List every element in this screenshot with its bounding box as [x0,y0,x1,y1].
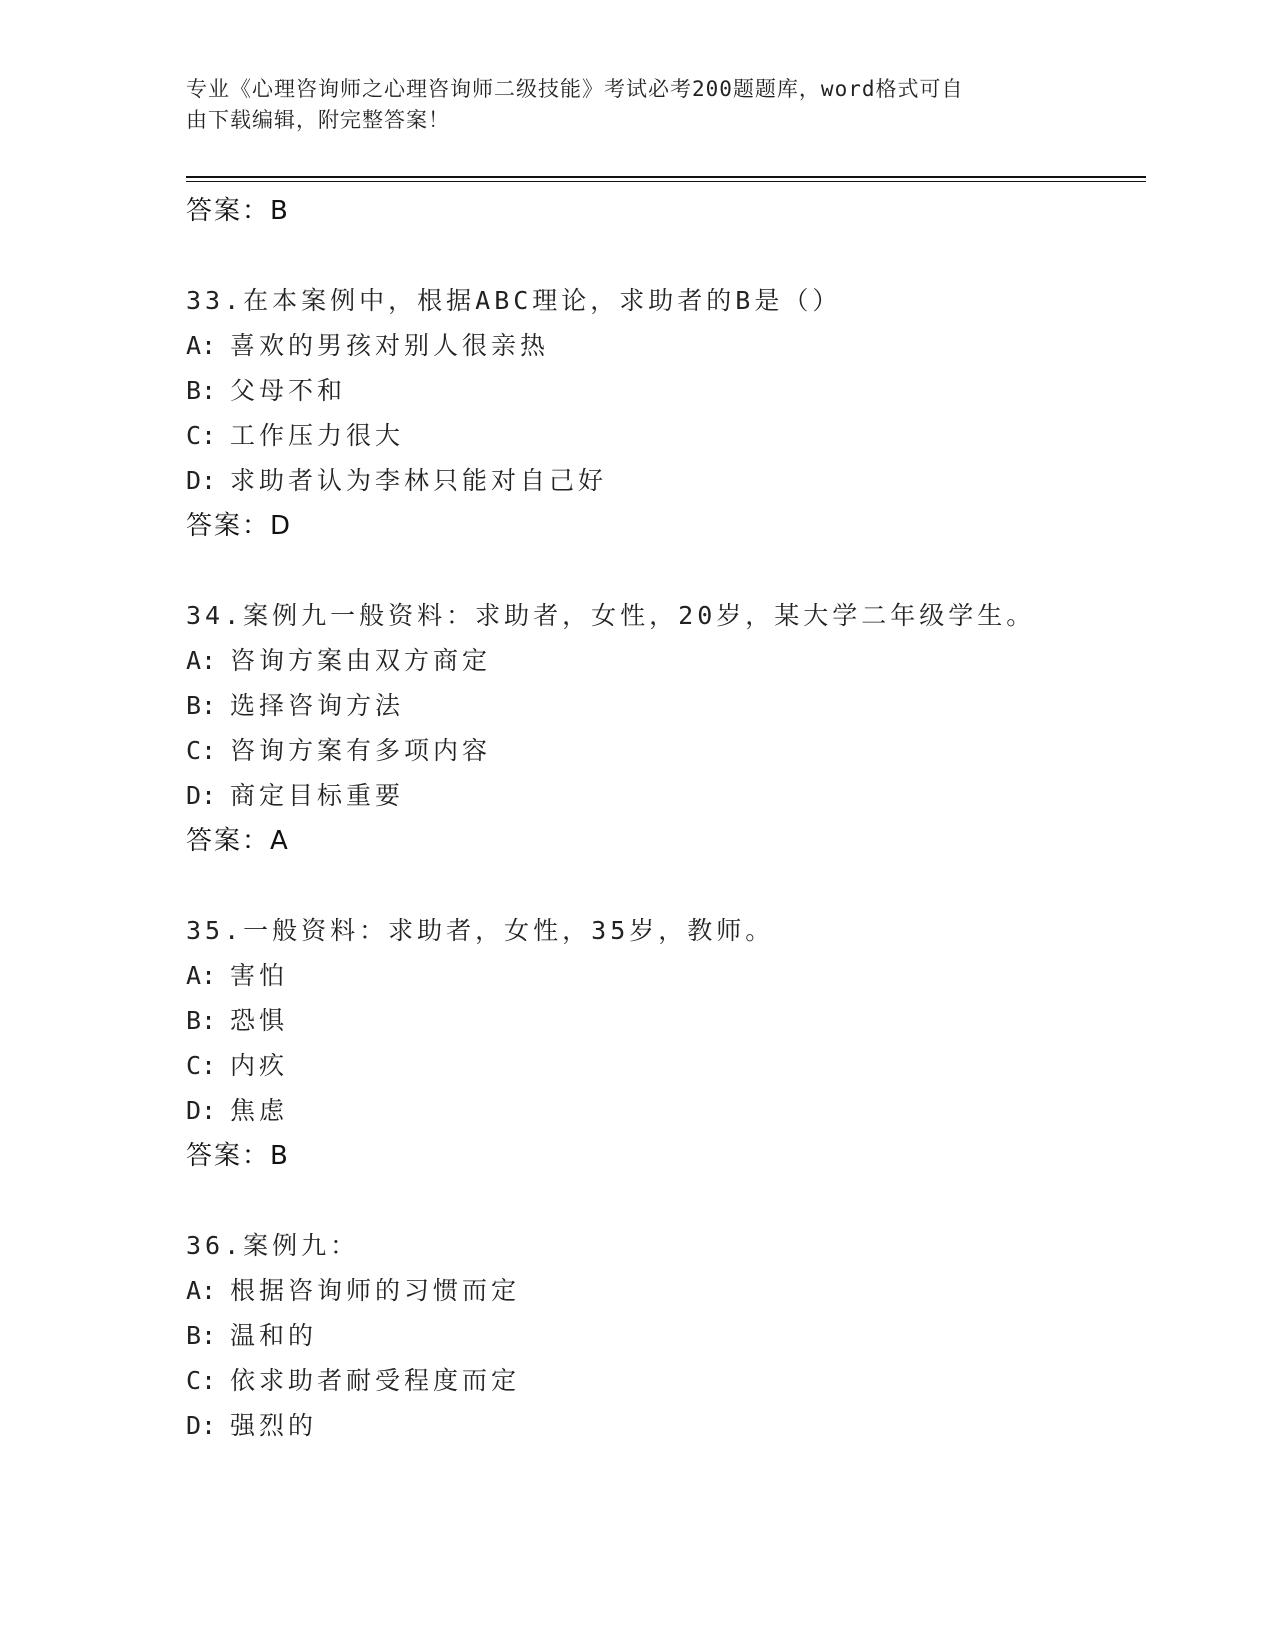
header-divider-thick [186,176,1146,178]
option-text: 喜欢的男孩对别人很亲热 [230,331,550,360]
option-d [186,458,1146,503]
document-header [186,74,1066,136]
option-a [186,323,1146,368]
option-key: A: [186,331,217,360]
question-block [186,593,1146,864]
answer-label: 答案： [186,511,271,541]
question-text: 33.在本案例中，根据ABC理论，求助者的B是（） [186,286,842,315]
question-block [186,1223,1146,1448]
question-text: 34.案例九一般资料：求助者，女性，20岁，某大学二年级学生。 [186,601,1036,630]
option-key: C: [186,1366,217,1395]
option-c [186,1358,1146,1403]
option-b [186,998,1146,1043]
header-divider-thin [186,181,1146,182]
option-text: 害怕 [230,961,289,990]
option-key: B: [186,691,217,720]
option-text: 咨询方案由双方商定 [230,646,492,675]
question-list [186,188,1146,1448]
answer-line [186,188,1146,234]
option-key: C: [186,1051,217,1080]
answer-line [186,1133,1146,1179]
option-text: 商定目标重要 [230,781,405,810]
option-b [186,1313,1146,1358]
option-key: A: [186,961,217,990]
option-a [186,953,1146,998]
option-text: 根据咨询师的习惯而定 [230,1276,521,1305]
option-text: 父母不和 [230,376,347,405]
option-b [186,683,1146,728]
option-text: 选择咨询方法 [230,691,405,720]
question-block [186,278,1146,549]
option-key: D: [186,466,217,495]
option-text: 温和的 [230,1321,318,1350]
option-key: C: [186,421,217,450]
option-d [186,1403,1146,1448]
answer-line [186,503,1146,549]
header-line-2: 由下载编辑，附完整答案！ [186,108,450,132]
option-text: 焦虑 [230,1096,289,1125]
answer-value: B [270,196,288,226]
option-key: B: [186,1006,217,1035]
option-c [186,728,1146,773]
option-text: 求助者认为李林只能对自己好 [230,466,608,495]
option-text: 强烈的 [230,1411,318,1440]
answer-line [186,818,1146,864]
option-d [186,1088,1146,1133]
option-c [186,413,1146,458]
option-a [186,1268,1146,1313]
option-key: B: [186,376,217,405]
option-text: 恐惧 [230,1006,289,1035]
option-key: A: [186,1276,217,1305]
option-c [186,1043,1146,1088]
answer-label: 答案： [186,826,271,856]
question-text: 36.案例九： [186,1231,360,1260]
option-b [186,368,1146,413]
option-key: D: [186,1411,217,1440]
option-text: 工作压力很大 [230,421,405,450]
option-key: D: [186,1096,217,1125]
option-key: D: [186,781,217,810]
answer-value: A [270,826,288,856]
answer-value: D [270,511,291,541]
option-key: C: [186,736,217,765]
option-key: A: [186,646,217,675]
option-key: B: [186,1321,217,1350]
question-text: 35.一般资料：求助者，女性，35岁，教师。 [186,916,775,945]
answer-value: B [270,1141,288,1171]
option-a [186,638,1146,683]
option-text: 咨询方案有多项内容 [230,736,492,765]
answer-label: 答案： [186,196,271,226]
question-block [186,908,1146,1179]
option-d [186,773,1146,818]
option-text: 依求助者耐受程度而定 [230,1366,521,1395]
option-text: 内疚 [230,1051,289,1080]
answer-label: 答案： [186,1141,271,1171]
header-line-1: 专业《心理咨询师之心理咨询师二级技能》考试必考200题题库，word格式可自 [186,77,964,101]
